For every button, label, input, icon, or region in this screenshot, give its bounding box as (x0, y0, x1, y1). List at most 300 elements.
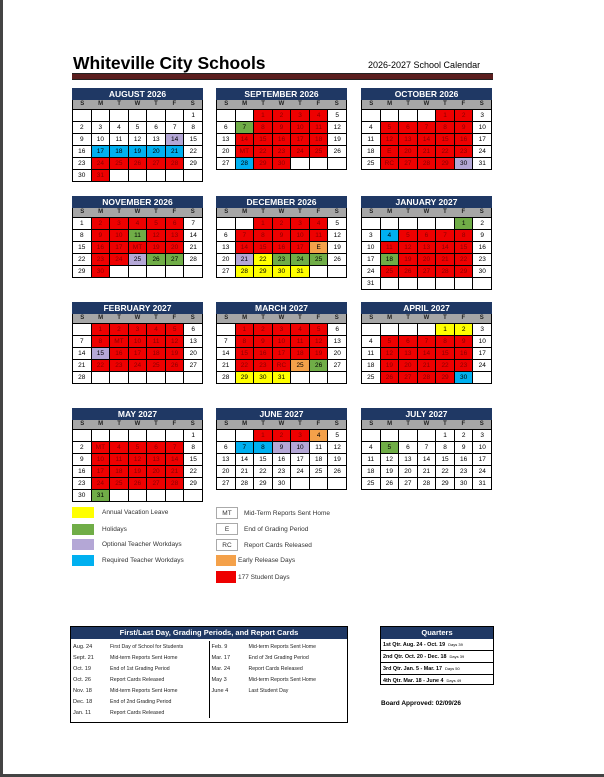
legend-swatch-purple (72, 539, 94, 550)
grading-row (71, 663, 209, 674)
day-cell: 21 (236, 466, 255, 478)
day-cell: 27 (399, 372, 418, 384)
day-cell: 22 (73, 254, 92, 266)
day-cell: 11 (310, 122, 329, 134)
day-cell: 29 (184, 478, 203, 490)
day-cell: 25 (362, 478, 381, 490)
day-cell: 22 (254, 466, 273, 478)
day-cell: 28 (418, 158, 437, 170)
day-cell: 24 (129, 360, 148, 372)
weekday-label: F (172, 421, 177, 427)
day-cell: 14 (184, 230, 203, 242)
day-cell: 16 (455, 454, 474, 466)
day-cell: 11 (147, 336, 166, 348)
day-cell: 29 (254, 158, 273, 170)
day-cell: 25 (381, 266, 400, 278)
weekday-label: T (443, 421, 447, 427)
weekday-label: T (298, 421, 302, 427)
grading-event: Report Cards Released (110, 676, 165, 683)
empty-day-cell (328, 158, 347, 170)
weekday-label: T (154, 209, 158, 215)
day-cell: 28 (184, 254, 203, 266)
weekday-label: T (406, 315, 410, 321)
weekday-label: W (134, 421, 141, 427)
day-cell: 19 (328, 134, 347, 146)
empty-day-cell (418, 278, 437, 290)
weekday-label: S (369, 315, 374, 321)
empty-day-cell (328, 372, 347, 384)
weekday-label: S (334, 315, 339, 321)
day-cell: 27 (418, 266, 437, 278)
day-cell: 22 (236, 360, 255, 372)
day-cell: 29 (254, 266, 273, 278)
legend-label: Holidays (102, 526, 127, 533)
quarter-days: Days 39 (448, 642, 463, 647)
day-cell: 17 (129, 348, 148, 360)
day-cell: 13 (217, 134, 236, 146)
day-cell: 10 (110, 230, 129, 242)
day-cell: 14 (436, 242, 455, 254)
day-grid (72, 323, 203, 384)
legend-label: Optional Teacher Workdays (102, 541, 182, 548)
day-cell: 11 (362, 348, 381, 360)
grading-row (71, 674, 209, 685)
day-cell: 13 (147, 454, 166, 466)
day-cell: 17 (473, 134, 492, 146)
empty-day-cell (110, 266, 129, 278)
quarter-range: 4th Qtr. Mar. 18 - June 4 (383, 677, 444, 684)
weekday-label: T (117, 421, 121, 427)
day-cell: 23 (455, 466, 474, 478)
day-cell: MT (236, 146, 255, 158)
day-cell: 11 (110, 454, 129, 466)
weekday-header (72, 420, 203, 429)
day-cell: 26 (147, 254, 166, 266)
empty-day-cell (147, 110, 166, 122)
grading-date: Sept. 21 (73, 654, 94, 661)
month-title: APRIL 2027 (361, 302, 492, 314)
day-grid (216, 429, 347, 490)
day-cell: 25 (362, 372, 381, 384)
day-cell: 9 (73, 134, 92, 146)
day-cell: 7 (418, 336, 437, 348)
day-cell: 24 (291, 254, 310, 266)
day-cell: 18 (310, 454, 329, 466)
day-cell: 12 (328, 122, 347, 134)
day-cell: RC (273, 360, 292, 372)
day-cell: 2 (92, 218, 111, 230)
quarter-row (381, 663, 493, 675)
grading-periods-title: First/Last Day, Grading Periods, and Report Cards (71, 627, 347, 639)
day-cell: 8 (184, 442, 203, 454)
weekday-label: S (479, 315, 484, 321)
day-cell: 4 (147, 324, 166, 336)
day-cell: 20 (184, 348, 203, 360)
weekday-header (216, 100, 347, 109)
weekday-label: F (316, 209, 321, 215)
day-cell: 17 (92, 466, 111, 478)
day-cell: 18 (110, 466, 129, 478)
day-cell: 14 (418, 454, 437, 466)
day-cell: 21 (184, 242, 203, 254)
empty-day-cell (110, 110, 129, 122)
day-cell: 23 (73, 478, 92, 490)
empty-day-cell (418, 218, 437, 230)
empty-day-cell (129, 110, 148, 122)
weekday-label: F (461, 101, 466, 107)
day-cell: 21 (436, 254, 455, 266)
day-cell: 3 (473, 430, 492, 442)
legend-label: Early Release Days (238, 557, 296, 564)
empty-day-cell (92, 110, 111, 122)
month-title: MAY 2027 (72, 408, 203, 420)
empty-day-cell (291, 158, 310, 170)
day-cell: 1 (184, 110, 203, 122)
day-cell: 3 (129, 324, 148, 336)
day-cell: 23 (273, 146, 292, 158)
weekday-label: T (117, 209, 121, 215)
day-cell: 9 (273, 230, 292, 242)
grading-event: Mid-term Reports Sent Home (110, 687, 178, 694)
weekday-label: W (423, 101, 430, 107)
day-cell: 12 (310, 336, 329, 348)
day-cell: 5 (147, 218, 166, 230)
day-cell: 15 (184, 454, 203, 466)
grading-row (71, 641, 209, 652)
weekday-label: S (224, 209, 229, 215)
day-cell: 2 (254, 324, 273, 336)
day-cell: 22 (455, 254, 474, 266)
legend-code-rc: RC (216, 539, 238, 551)
empty-day-cell (236, 110, 255, 122)
day-cell: 21 (166, 466, 185, 478)
empty-day-cell (217, 430, 236, 442)
weekday-label: S (369, 209, 374, 215)
legend-holidays (72, 524, 127, 535)
grading-row (71, 652, 209, 663)
day-grid (361, 217, 492, 290)
day-cell: 30 (254, 372, 273, 384)
month-mar-2027 (216, 302, 347, 384)
day-cell: 8 (436, 122, 455, 134)
empty-day-cell (217, 218, 236, 230)
empty-day-cell (166, 430, 185, 442)
empty-day-cell (92, 430, 111, 442)
month-apr-2027 (361, 302, 492, 384)
day-cell: 14 (236, 454, 255, 466)
day-cell: 7 (236, 230, 255, 242)
grading-date: Jan. 11 (73, 709, 91, 716)
day-cell: 30 (73, 490, 92, 502)
weekday-label: M (242, 315, 248, 321)
day-cell: 27 (147, 478, 166, 490)
day-cell: 10 (473, 336, 492, 348)
day-grid (361, 323, 492, 384)
quarter-row (381, 639, 493, 651)
day-cell: 24 (291, 466, 310, 478)
day-cell: 7 (418, 442, 437, 454)
day-cell: 5 (328, 110, 347, 122)
day-cell: 9 (455, 122, 474, 134)
grading-date: Mar. 24 (211, 665, 231, 672)
day-cell: 16 (273, 454, 292, 466)
day-cell: 6 (147, 122, 166, 134)
day-cell: 19 (129, 466, 148, 478)
month-title: JUNE 2027 (216, 408, 347, 420)
day-cell: 26 (328, 254, 347, 266)
empty-day-cell (217, 110, 236, 122)
day-cell: 20 (147, 466, 166, 478)
weekday-header (361, 208, 492, 217)
weekday-label: T (117, 101, 121, 107)
month-title: MARCH 2027 (216, 302, 347, 314)
day-cell: 19 (399, 254, 418, 266)
empty-day-cell (455, 278, 474, 290)
day-cell: 30 (73, 170, 92, 182)
day-cell: 4 (110, 442, 129, 454)
empty-day-cell (473, 372, 492, 384)
day-cell: 22 (184, 146, 203, 158)
day-cell: 2 (473, 218, 492, 230)
grading-event: End of 1st Grading Period (110, 665, 170, 672)
weekday-label: T (117, 315, 121, 321)
empty-day-cell (399, 278, 418, 290)
weekday-label: W (423, 421, 430, 427)
day-cell: 23 (473, 254, 492, 266)
day-cell: 7 (217, 336, 236, 348)
day-cell: 23 (273, 254, 292, 266)
day-cell: 4 (362, 336, 381, 348)
legend-label: End of Grading Period (244, 525, 309, 533)
day-cell: 31 (273, 372, 292, 384)
day-cell: 11 (110, 134, 129, 146)
day-cell: 4 (310, 110, 329, 122)
legend-optional-workdays (72, 539, 182, 550)
weekday-label: F (461, 421, 466, 427)
day-cell: 10 (473, 442, 492, 454)
legend-label: Annual Vacation Leave (102, 509, 169, 516)
day-cell: 20 (399, 466, 418, 478)
empty-day-cell (73, 324, 92, 336)
day-cell: 21 (418, 146, 437, 158)
day-cell: 24 (362, 266, 381, 278)
day-cell: 22 (436, 466, 455, 478)
day-cell: 11 (291, 336, 310, 348)
day-cell: 14 (166, 454, 185, 466)
month-jul-2027 (361, 408, 492, 490)
legend-report-cards (216, 539, 312, 551)
day-cell: 20 (217, 146, 236, 158)
empty-day-cell (110, 430, 129, 442)
weekday-label: M (242, 101, 248, 107)
day-cell: 7 (166, 122, 185, 134)
weekday-label: T (261, 101, 265, 107)
day-cell: 10 (291, 442, 310, 454)
day-cell: 29 (184, 158, 203, 170)
empty-day-cell (129, 266, 148, 278)
day-cell: 26 (310, 360, 329, 372)
day-cell: MT (129, 242, 148, 254)
day-cell: 5 (381, 122, 400, 134)
legend-swatch-blue (72, 555, 94, 566)
empty-day-cell (381, 278, 400, 290)
day-cell: 13 (184, 336, 203, 348)
day-cell: 26 (328, 146, 347, 158)
weekday-header (361, 100, 492, 109)
day-cell: 28 (436, 266, 455, 278)
legend-label: Report Cards Released (244, 541, 312, 549)
day-cell: 2 (110, 324, 129, 336)
legend-code-e: E (216, 523, 238, 535)
month-title: OCTOBER 2026 (361, 88, 492, 100)
day-cell: 8 (73, 230, 92, 242)
weekday-label: F (172, 101, 177, 107)
day-cell: 3 (291, 430, 310, 442)
weekday-label: M (387, 101, 393, 107)
month-title: JANUARY 2027 (361, 196, 492, 208)
day-cell: 8 (254, 442, 273, 454)
empty-day-cell (362, 218, 381, 230)
empty-day-cell (473, 278, 492, 290)
day-cell: 1 (254, 430, 273, 442)
day-cell: 19 (381, 360, 400, 372)
grading-row (210, 674, 348, 685)
day-cell: 28 (166, 158, 185, 170)
weekday-label: M (98, 101, 104, 107)
weekday-label: S (224, 315, 229, 321)
day-cell: 28 (217, 372, 236, 384)
day-cell: 28 (236, 158, 255, 170)
day-cell: 25 (310, 466, 329, 478)
day-cell: 10 (273, 336, 292, 348)
weekday-label: S (479, 101, 484, 107)
empty-day-cell (291, 478, 310, 490)
day-cell: 13 (147, 134, 166, 146)
day-cell: 6 (147, 442, 166, 454)
day-cell: 8 (436, 336, 455, 348)
day-cell: 21 (418, 360, 437, 372)
day-cell: RC (381, 158, 400, 170)
day-cell: 30 (455, 158, 474, 170)
empty-day-cell (362, 430, 381, 442)
day-cell: 25 (310, 146, 329, 158)
day-cell: 25 (129, 254, 148, 266)
legend-code-mt: MT (216, 507, 238, 519)
weekday-label: S (80, 101, 85, 107)
weekday-label: S (80, 421, 85, 427)
day-cell: 24 (473, 360, 492, 372)
day-cell: 15 (92, 348, 111, 360)
day-cell: 17 (362, 254, 381, 266)
day-cell: 13 (217, 242, 236, 254)
day-cell: 11 (310, 442, 329, 454)
day-cell: 30 (455, 478, 474, 490)
day-cell: 1 (436, 110, 455, 122)
weekday-label: S (190, 421, 195, 427)
day-cell: 4 (362, 122, 381, 134)
day-cell: 14 (166, 134, 185, 146)
weekday-label: T (406, 209, 410, 215)
day-cell: 27 (328, 360, 347, 372)
day-cell: 9 (73, 454, 92, 466)
day-cell: 26 (129, 478, 148, 490)
month-title: DECEMBER 2026 (216, 196, 347, 208)
day-cell: 6 (399, 122, 418, 134)
day-cell: 4 (291, 324, 310, 336)
empty-day-cell (418, 430, 437, 442)
grading-event: Report Cards Released (110, 709, 165, 716)
month-title: NOVEMBER 2026 (72, 196, 203, 208)
board-approved: Board Approved: 02/09/26 (381, 700, 461, 707)
empty-day-cell (381, 110, 400, 122)
empty-day-cell (110, 490, 129, 502)
day-cell: 18 (291, 348, 310, 360)
day-cell: 1 (254, 110, 273, 122)
grading-event: Mid-term Reports Sent Home (248, 676, 316, 683)
day-cell: 6 (399, 336, 418, 348)
day-cell: 9 (455, 442, 474, 454)
empty-day-cell (310, 158, 329, 170)
day-cell: 9 (273, 122, 292, 134)
day-cell: 23 (73, 158, 92, 170)
weekday-header (72, 100, 203, 109)
day-cell: MT (92, 442, 111, 454)
day-cell: 28 (418, 478, 437, 490)
day-cell: 24 (110, 254, 129, 266)
district-title: Whiteville City Schools (73, 53, 266, 73)
empty-day-cell (184, 490, 203, 502)
day-cell: 16 (73, 146, 92, 158)
day-cell: 19 (328, 242, 347, 254)
empty-day-cell (184, 266, 203, 278)
weekday-header (361, 314, 492, 323)
weekday-label: S (224, 101, 229, 107)
day-cell: 17 (92, 146, 111, 158)
empty-day-cell (147, 372, 166, 384)
weekday-label: S (334, 101, 339, 107)
day-cell: 13 (418, 242, 437, 254)
day-cell: 27 (147, 158, 166, 170)
month-oct-2026 (361, 88, 492, 170)
weekday-label: M (242, 421, 248, 427)
weekday-label: F (461, 315, 466, 321)
day-cell: 26 (399, 266, 418, 278)
empty-day-cell (436, 218, 455, 230)
weekday-label: T (154, 101, 158, 107)
day-cell: 11 (381, 242, 400, 254)
empty-day-cell (129, 430, 148, 442)
empty-day-cell (184, 170, 203, 182)
empty-day-cell (92, 372, 111, 384)
day-cell: 8 (436, 442, 455, 454)
weekday-header (216, 208, 347, 217)
day-cell: 30 (473, 266, 492, 278)
day-cell: 16 (254, 348, 273, 360)
day-cell: 26 (381, 372, 400, 384)
day-cell: 6 (399, 442, 418, 454)
grading-row (71, 696, 209, 707)
day-cell: 10 (92, 454, 111, 466)
empty-day-cell (418, 324, 437, 336)
month-aug-2026 (72, 88, 203, 182)
day-cell: 16 (473, 242, 492, 254)
day-cell: 5 (381, 336, 400, 348)
empty-day-cell (399, 430, 418, 442)
day-cell: 31 (92, 490, 111, 502)
day-cell: 2 (73, 442, 92, 454)
weekday-label: T (443, 209, 447, 215)
day-cell: 3 (291, 218, 310, 230)
